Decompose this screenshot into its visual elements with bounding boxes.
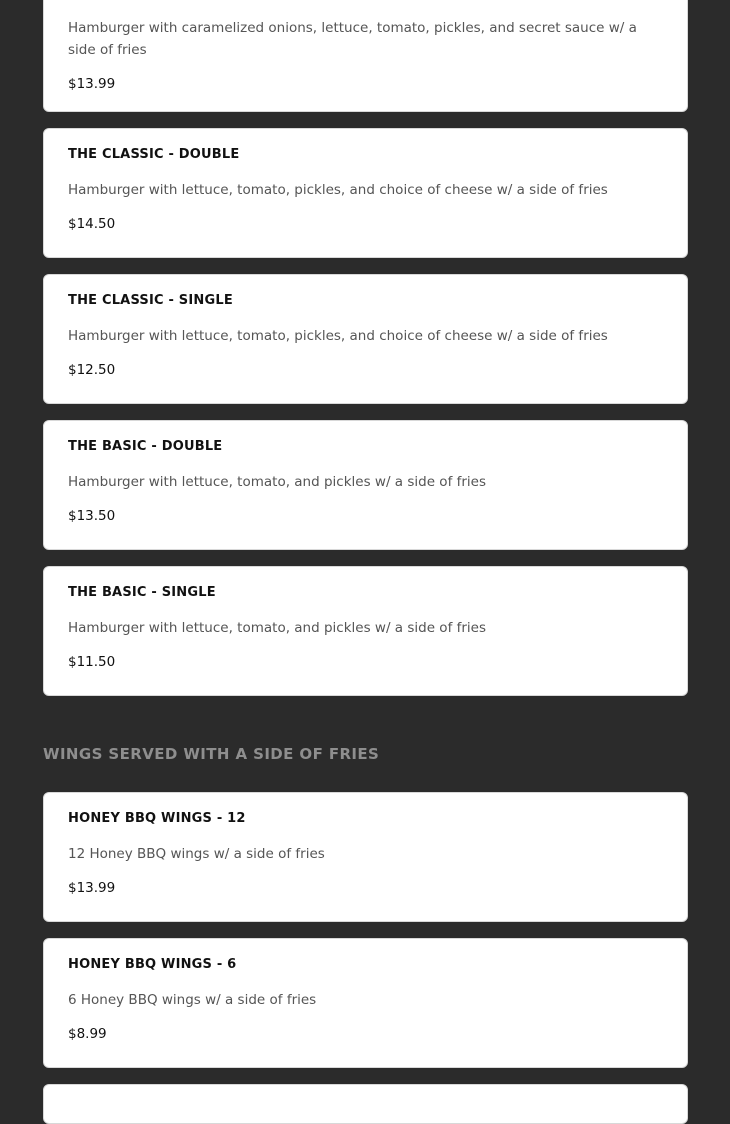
menu-item-card <box>43 128 688 258</box>
menu-item-price: $14.50 <box>68 216 116 232</box>
menu-item-description: Hamburger with lettuce, tomato, pickles, and choice of cheese w/ a side of fries <box>68 182 608 198</box>
menu-item-name: THE BASIC - DOUBLE <box>68 439 223 454</box>
menu-item-card <box>43 0 688 112</box>
menu-item-description: Hamburger with lettuce, tomato, and pickles w/ a side of fries <box>68 474 487 490</box>
menu-item-card <box>43 938 688 1068</box>
menu-item-name: HONEY BBQ WINGS - 12 <box>68 811 246 826</box>
menu-item-name: THE CLASSIC - SINGLE <box>68 293 233 308</box>
menu-item-card <box>43 566 688 696</box>
menu-item-description: Hamburger with lettuce, tomato, and pickles w/ a side of fries <box>68 620 487 636</box>
menu-item-price: $13.99 <box>68 76 116 92</box>
menu-item-card <box>43 274 688 404</box>
menu-item-description: 12 Honey BBQ wings w/ a side of fries <box>68 846 325 862</box>
menu-item-card <box>43 792 688 922</box>
menu-item-name: THE CLASSIC - DOUBLE <box>68 147 240 162</box>
menu-item-description: Hamburger with lettuce, tomato, pickles, and choice of cheese w/ a side of fries <box>68 328 608 344</box>
menu-item-description: 6 Honey BBQ wings w/ a side of fries <box>68 992 317 1008</box>
menu-item-price: $13.50 <box>68 508 116 524</box>
menu-item-card <box>43 420 688 550</box>
menu-item-name: HONEY BBQ WINGS - 6 <box>68 957 237 972</box>
menu-item-price: $12.50 <box>68 362 116 378</box>
menu-item-description: Hamburger with caramelized onions, lettuce, tomato, pickles, and secret sauce w/ a side of fries <box>68 20 637 58</box>
menu-item-price: $13.99 <box>68 880 116 896</box>
menu-item-card <box>43 1084 688 1124</box>
menu-item-price: $8.99 <box>68 1026 107 1042</box>
section-heading-wings: WINGS SERVED WITH A SIDE OF FRIES <box>43 745 380 763</box>
menu-item-name: THE BASIC - SINGLE <box>68 585 216 600</box>
menu-item-price: $11.50 <box>68 654 116 670</box>
